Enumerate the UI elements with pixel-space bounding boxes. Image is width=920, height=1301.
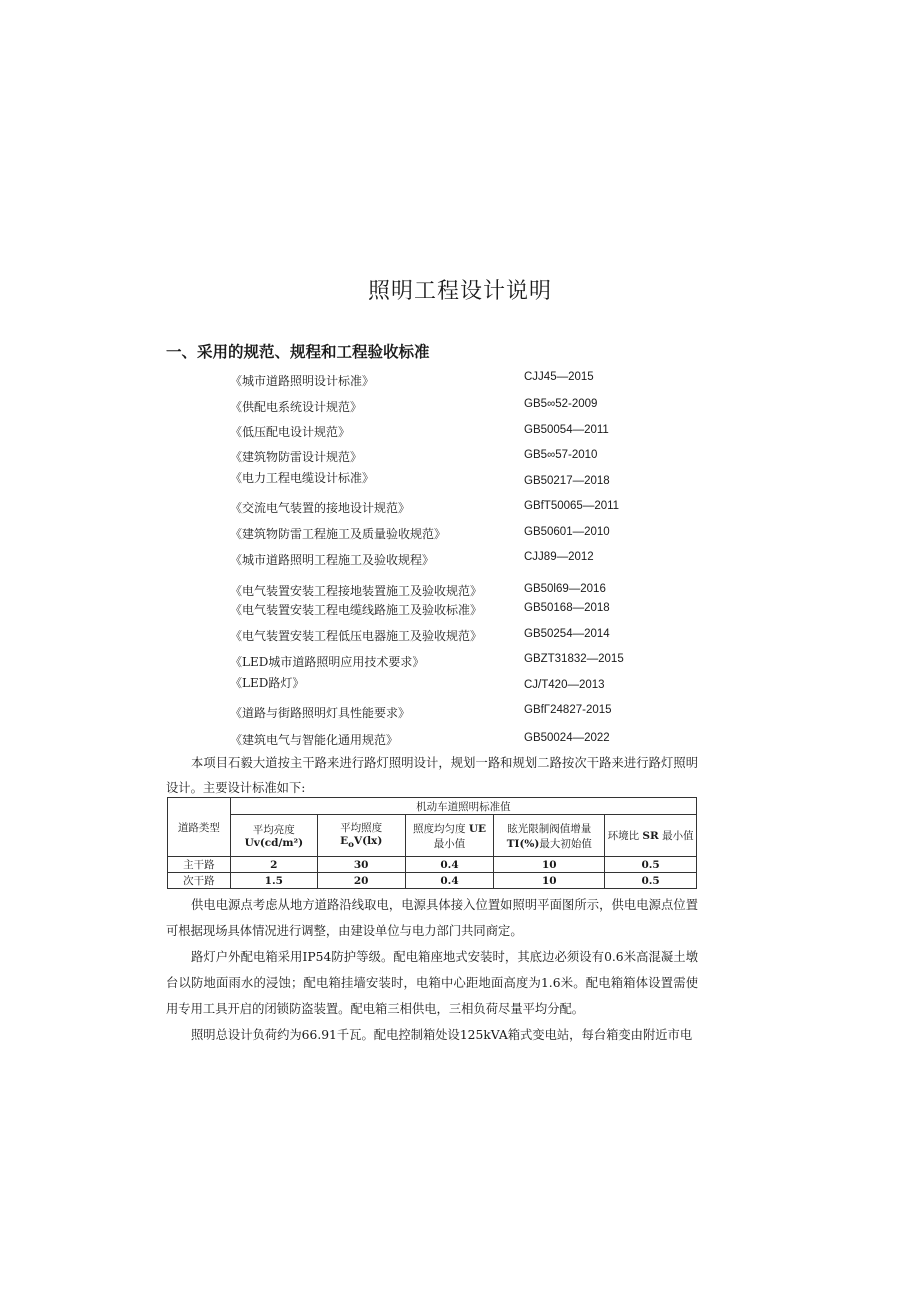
standard-code: GB50168—2018: [524, 602, 610, 614]
standard-name: 《建筑物防雷工程施工及质量验收规范》: [230, 527, 447, 541]
standard-code: GB50054—2011: [524, 424, 609, 436]
road-type-cell: 次干路: [168, 873, 231, 889]
column-header-uniformity: 照度均匀度 UE 最小值: [405, 815, 494, 857]
table-cell: 10: [494, 873, 605, 889]
standard-code: GBZT31832—2015: [524, 653, 624, 665]
standard-code: GB50601—2010: [524, 526, 610, 538]
table-cell: 30: [317, 857, 405, 873]
standard-code: GB50l69—2016: [524, 583, 606, 595]
standard-name: 《LED路灯》: [230, 676, 305, 690]
table-cell: 20: [317, 873, 405, 889]
standard-code: GB5∞57-2010: [524, 449, 598, 461]
table-group-header: 机动车道照明标准值: [230, 798, 696, 815]
standard-code: CJ/T420—2013: [524, 679, 605, 691]
column-header-surround-ratio: 环境比 SR 最小值: [605, 815, 697, 857]
load-paragraph: 照明总设计负荷约为66.91千瓦。配电控制箱处设125kVA箱式变电站，每台箱变由附近市电: [191, 1028, 693, 1042]
column-header-luminance: 平均亮度 Uv(cd/m²): [230, 815, 317, 857]
standard-name: 《建筑电气与智能化通用规范》: [230, 733, 399, 747]
distribution-box-paragraph: 路灯户外配电箱采用IP54防护等级。配电箱座地式安装时，其底边必须设有0.6米高混凝土墩台以防地面雨水的浸蚀；配电箱挂墙安装时，电箱中心距地面高度为1.6米。配电箱箱体设置需使用专用工具开启的闭锁防盗装置。配电箱三相供电，三相负荷尽量平均分配。: [166, 950, 698, 1016]
standard-name: 《电气装置安装工程电缆线路施工及验收标准》: [230, 603, 483, 617]
table-cell: 10: [494, 857, 605, 873]
standard-name: 《城市道路照明设计标准》: [230, 374, 375, 388]
standard-name: 《电力工程电缆设计标准》: [230, 471, 375, 485]
power-source-paragraph: 供电电源点考虑从地方道路沿线取电，电源具体接入位置如照明平面图所示，供电电源点位置可根据现场具体情况进行调整，由建设单位与电力部门共同商定。: [166, 898, 698, 938]
standard-name: 《电气装置安装工程接地装置施工及验收规范》: [230, 584, 483, 598]
standard-code: GB5∞52-2009: [524, 398, 598, 410]
section-heading-standards: 一、采用的规范、规程和工程验收标准: [166, 343, 430, 361]
standard-name: 《道路与街路照明灯具性能要求》: [230, 706, 411, 720]
table-cell: 0.5: [605, 873, 697, 889]
standard-name: 《城市道路照明工程施工及验收规程》: [230, 553, 435, 567]
standard-name: 《建筑物防雷设计规范》: [230, 450, 363, 464]
column-header-glare: 眩光限制阀值增量 TI(%)最大初始值: [494, 815, 605, 857]
table-cell: 0.5: [605, 857, 697, 873]
standard-name: 《交流电气装置的接地设计规范》: [230, 501, 411, 515]
table-cell: 0.4: [405, 857, 494, 873]
standard-name: 《电气装置安装工程低压电器施工及验收规范》: [230, 629, 483, 643]
table-cell: 0.4: [405, 873, 494, 889]
standard-code: GBfΓ24827-2015: [524, 704, 612, 716]
standard-code: GB50254—2014: [524, 628, 610, 640]
column-header-illuminance: 平均照度 $E_oV(lx)$: [317, 815, 405, 857]
table-row: [168, 857, 697, 873]
standard-name: 《供配电系统设计规范》: [230, 400, 363, 414]
standard-name: 《低压配电设计规范》: [230, 425, 351, 439]
intro-paragraph: 本项目石毅大道按主干路来进行路灯照明设计，规划一路和规划二路按次干路来进行路灯照明设计。主要设计标准如下:: [166, 756, 698, 795]
table-cell: 2: [230, 857, 317, 873]
standard-code: GB50024—2022: [524, 732, 610, 744]
table-row: [168, 873, 697, 889]
road-type-cell: 主干路: [168, 857, 231, 873]
standard-code: GB50217—2018: [524, 475, 610, 487]
standard-code: CJJ89—2012: [524, 551, 594, 563]
standard-code: GBfT50065—2011: [524, 500, 620, 512]
page-title: 照明工程设计说明: [367, 279, 552, 304]
standard-code: CJJ45—2015: [524, 371, 594, 383]
lighting-standards-table: [167, 797, 697, 889]
table-cell: 1.5: [230, 873, 317, 889]
standard-name: 《LED城市道路照明应用技术要求》: [230, 655, 425, 669]
table-row-header: 道路类型: [168, 798, 231, 857]
